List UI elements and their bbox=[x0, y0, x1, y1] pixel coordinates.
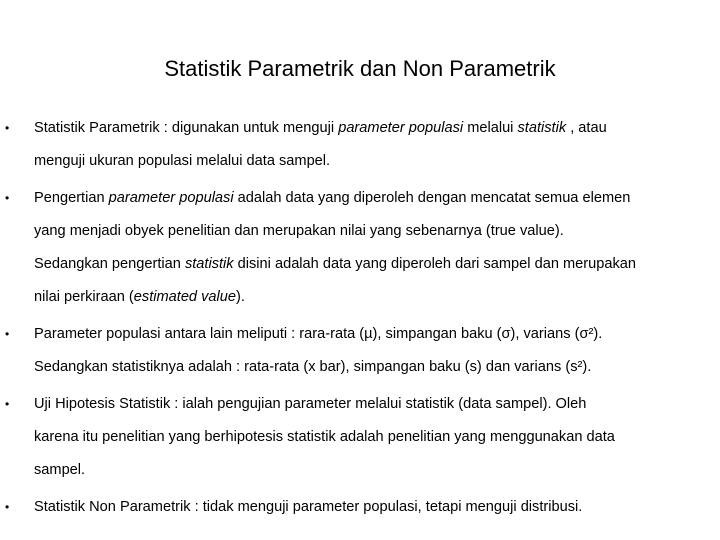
bullet-line bbox=[34, 318, 720, 351]
text-run: disini adalah data yang diperoleh dari sampel dan merupakan bbox=[233, 256, 636, 272]
italic-term: parameter populasi bbox=[338, 120, 464, 136]
text-run: ). bbox=[236, 289, 245, 305]
italic-term: statistik bbox=[184, 256, 234, 272]
bullet-dot-icon: • bbox=[5, 191, 10, 205]
text-run: adalah : rata-rata (x bar), simpangan baku (s) dan varians (s²). bbox=[184, 359, 592, 375]
bullet-dot-icon: • bbox=[5, 327, 10, 341]
text-run: menguji ukuran populasi melalui data sampel. bbox=[34, 153, 331, 169]
text-run: Sedangkan bbox=[34, 359, 112, 375]
bullet-list bbox=[0, 112, 720, 528]
text-run: Parameter populasi bbox=[34, 326, 161, 342]
text-run: antara lain meliputi : rara-rata (µ), simpangan baku (σ), varians (σ²). bbox=[160, 326, 603, 342]
bullet-item-statistik-parametrik bbox=[0, 112, 720, 178]
bullet-item-statistik-non-parametrik bbox=[0, 491, 720, 524]
text-run: yang menjadi obyek penelitian dan merupakan nilai yang sebenarnya (true value). bbox=[34, 223, 564, 239]
text-run: Pengertian bbox=[34, 190, 109, 206]
italic-term: statistik bbox=[517, 120, 567, 136]
text-run: melalui bbox=[463, 120, 518, 136]
bullet-line bbox=[34, 145, 720, 178]
bullet-line bbox=[34, 248, 720, 281]
bullet-dot-icon: • bbox=[5, 500, 10, 514]
text-run: Statistik Non Parametrik : tidak menguji parameter populasi, tetapi menguji distribusi. bbox=[34, 499, 583, 515]
bullet-line bbox=[34, 215, 720, 248]
text-run: Sedangkan pengertian bbox=[34, 256, 185, 272]
bullet-line bbox=[34, 388, 720, 421]
text-run: statistiknya bbox=[111, 359, 185, 375]
bullet-item-pengertian bbox=[0, 182, 720, 314]
bullet-line bbox=[34, 281, 720, 314]
bullet-line bbox=[34, 182, 720, 215]
bullet-line bbox=[34, 421, 720, 454]
text-run: karena itu penelitian yang berhipotesis statistik adalah penelitian yang menggunakan data bbox=[34, 429, 615, 445]
bullet-line bbox=[34, 112, 720, 145]
bullet-item-uji-hipotesis bbox=[0, 388, 720, 487]
bullet-dot-icon: • bbox=[5, 397, 10, 411]
italic-term: estimated value bbox=[133, 289, 236, 305]
bullet-item-parameter-populasi bbox=[0, 318, 720, 384]
text-run: sampel. bbox=[34, 462, 86, 478]
bullet-line bbox=[34, 491, 720, 524]
text-run: adalah data yang diperoleh dengan mencatat semua elemen bbox=[233, 190, 631, 206]
italic-term: parameter populasi bbox=[108, 190, 234, 206]
slide-title: Statistik Parametrik dan Non Parametrik bbox=[164, 56, 556, 81]
bullet-dot-icon: • bbox=[5, 121, 10, 135]
text-run: , atau bbox=[566, 120, 607, 136]
text-run: nilai perkiraan ( bbox=[34, 289, 134, 305]
text-run: Statistik Parametrik : digunakan untuk menguji bbox=[34, 120, 339, 136]
bullet-line bbox=[34, 454, 720, 487]
bullet-line bbox=[34, 351, 720, 384]
text-run: Uji Hipotesis Statistik : ialah pengujian parameter melalui statistik (data sampel). Oleh bbox=[34, 396, 587, 412]
